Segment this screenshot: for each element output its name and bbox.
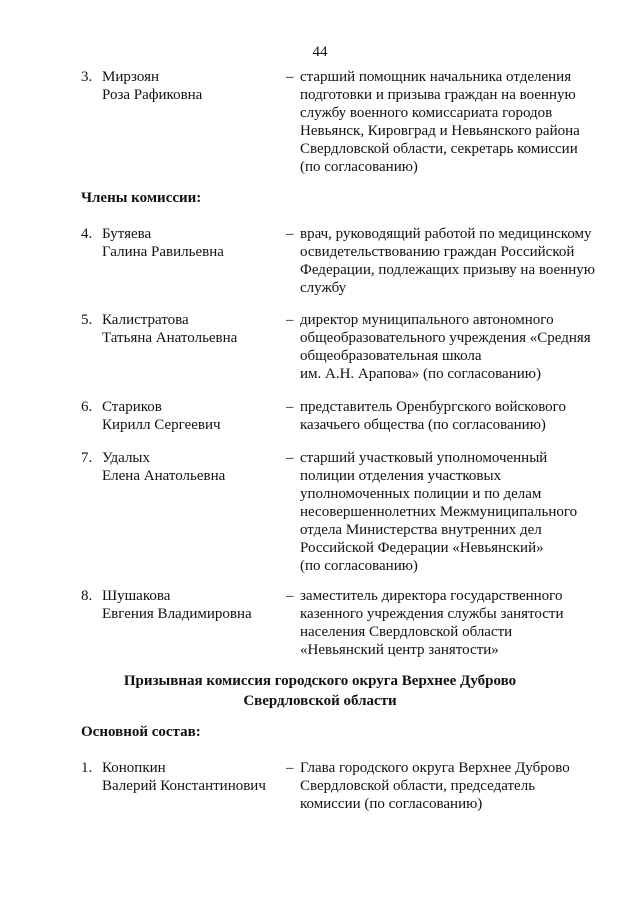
entry-name: Стариков Кирилл Сергеевич bbox=[102, 399, 221, 433]
main-composition-heading: Основной состав: bbox=[81, 724, 201, 740]
entry-description: представитель Оренбургского войскового казачьего общества (по согласованию) bbox=[300, 399, 566, 433]
entry-name: Калистратова Татьяна Анатольевна bbox=[102, 312, 238, 346]
entry-dash: – bbox=[286, 760, 294, 776]
entry-number: 8. bbox=[81, 588, 93, 604]
entry-number: 7. bbox=[81, 450, 93, 466]
entry-number: 5. bbox=[81, 312, 93, 328]
entry-dash: – bbox=[286, 450, 294, 466]
entry-description: старший участковый уполномоченный полиции отделения участковых уполномоченных полиции и по делам несовершеннолетних Межмуниципального отдела Министерства внутренних дел Российской Федерации «Невьянский» (по согласованию) bbox=[300, 450, 578, 574]
entry-description: заместитель директора государственного казенного учреждения службы занятости населения Свердловской области «Невьянский центр занятости» bbox=[300, 588, 564, 658]
entry-name: Мирзоян Роза Рафиковна bbox=[102, 69, 203, 103]
entry-number: 6. bbox=[81, 399, 93, 415]
entry-description: Глава городского округа Верхнее Дуброво Свердловской области, председатель комиссии (по согласованию) bbox=[300, 760, 570, 812]
entry-description: старший помощник начальника отделения подготовки и призыва граждан на военную службу военного комиссариата городов Невьянск, Кировград и Невьянского района Свердловской области, секретарь комиссии (по согласованию) bbox=[300, 69, 580, 175]
entry-dash: – bbox=[286, 69, 294, 85]
page-number: 44 bbox=[312, 44, 328, 60]
entry-description: врач, руководящий работой по медицинскому освидетельствованию граждан Российской Федерации, подлежащих призыву на военную службу bbox=[300, 226, 595, 296]
entry-name: Шушакова Евгения Владимировна bbox=[102, 588, 252, 622]
entry-dash: – bbox=[286, 312, 294, 328]
entry-name: Конопкин Валерий Константинович bbox=[102, 760, 266, 794]
entry-dash: – bbox=[286, 399, 294, 415]
entry-number: 1. bbox=[81, 760, 93, 776]
entry-description: директор муниципального автономного общеобразовательного учреждения «Средняя общеобразовательная школа им. А.Н. Арапова» (по согласованию) bbox=[300, 312, 591, 382]
entry-name: Удалых Елена Анатольевна bbox=[102, 450, 226, 484]
entry-dash: – bbox=[286, 588, 294, 604]
entry-name: Бутяева Галина Равильевна bbox=[102, 226, 224, 260]
commission-title: Призывная комиссия городского округа Верхнее Дуброво Свердловской области bbox=[123, 673, 517, 709]
entry-number: 4. bbox=[81, 226, 93, 242]
members-heading: Члены комиссии: bbox=[81, 190, 202, 206]
entry-dash: – bbox=[286, 226, 294, 242]
entry-number: 3. bbox=[81, 69, 93, 85]
